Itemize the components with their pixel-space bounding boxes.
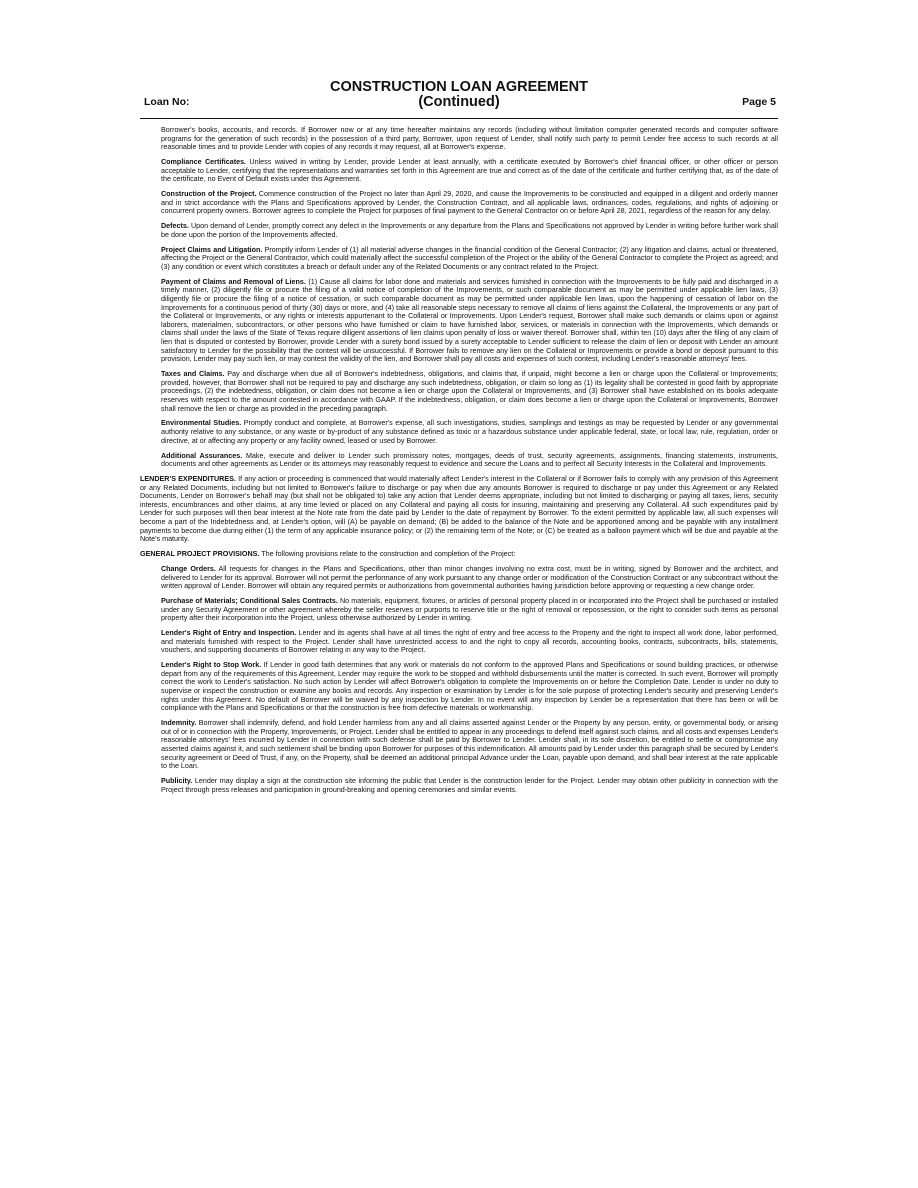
header-divider: [140, 118, 778, 119]
section-lenders-expenditures: [140, 475, 778, 544]
provision-right-to-stop-work: [140, 661, 778, 713]
section-text: If any action or proceeding is commenced that would materially affect Lender's interest in the Collateral or if Borrower fails to comply with any provision of this Agreement or any Related Documents, including but not limited to Borrower's failure to discharge or pay when due any amounts Borrower is required to discharge or pay under this Agreement or any Related Documents, Lender on Borrower's behalf may (but shall not be obligated to) take any action that Lender deems appropriate, including but not limited to discharging or paying all taxes, liens, security interests, encumbrances and other claims, at any time levied or placed on any Collateral and paying all costs for insuring, maintaining and preserving any Collateral. All such expenditures paid by Lender for such purposes will then bear interest at the Note rate from the date paid by Lender to the date of repayment by Borrower. To the extent permitted by applicable law, all such expenses will become a part of the Indebtedness and, at Lender's option, will (A) be payable on demand; (B) be added to the balance of the Note and be apportioned among and be payable with any installment payments to become due during either (1) the term of any applicable insurance policy; or (2) the remaining term of the Note; or (C) be treated as a balloon payment which will be due and payable at the Note's maturity.: [140, 474, 778, 544]
paragraph-compliance-certificates: [140, 158, 778, 184]
section-text: The following provisions relate to the construction and completion of the Project:: [261, 550, 516, 559]
paragraph-additional-assurances: [140, 452, 778, 469]
paragraph-environmental-studies: [140, 419, 778, 445]
paragraph-heading: Environmental Studies.: [161, 419, 242, 428]
paragraph-text: Promptly conduct and complete, at Borrower's expense, all such investigations, studies, samplings and testings as may be requested by Lender or any governmental authority relative to any substance, or any waste or by-product of any substance defined as toxic or a hazardous substance under applicable federal, state, or local law, rule, regulation, order or directive, at or affecting any property or any facility owned, leased or used by Borrower.: [161, 419, 778, 445]
provision-publicity: [140, 777, 778, 794]
provision-indemnity: [140, 719, 778, 771]
paragraph-text: Unless waived in writing by Lender, provide Lender at least annually, with a certificate executed by Borrower's chief financial officer, or other officer or person acceptable to Lender, certifying that the representations and warranties set forth in this Agreement are true and correct as of the date of the certificate and further certifying that, as of the date of the certificate, no Event of Default exists under this Agreement.: [161, 158, 779, 184]
provision-text: Lender and its agents shall have at all times the right of entry and free access to the Property and the right to inspect all work done, labor performed, and materials furnished with respect to the Project. Lender shall have unrestricted access to and the right to copy all records, accounting books, contracts, subcontracts, bills, statements, vouchers, and supporting documents of Borrower relating in any way to the Project.: [161, 629, 779, 655]
provision-heading: Lender's Right of Entry and Inspection.: [161, 629, 297, 638]
paragraph-heading: Project Claims and Litigation.: [161, 245, 263, 254]
paragraph-heading: Defects.: [161, 222, 189, 231]
paragraph-text: Upon demand of Lender, promptly correct any defect in the Improvements or any departure from the Plans and Specifications not approved by Lender in writing before further work shall be done upon the portion of the Improvements affected.: [161, 222, 778, 239]
paragraph-taxes-and-claims: [140, 370, 778, 413]
paragraph-heading: Compliance Certificates.: [161, 158, 247, 167]
loan-no-label: Loan No:: [144, 96, 190, 108]
paragraph-project-claims: [140, 246, 778, 272]
section-heading: GENERAL PROJECT PROVISIONS.: [140, 550, 260, 559]
paragraph-text: Promptly inform Lender of (1) all material adverse changes in the financial condition of the General Contractor; (2) any litigation and claims, actual or threatened, affecting the Project or the General Contractor, which could materially affect the successful completion of the Project or the ability of the General Contractor to complete the Project as agreed; and (3) any condition or event which constitutes a breach or default under any of the Related Documents or any contract related to the Project.: [161, 245, 779, 271]
paragraph-payment-of-claims: [140, 278, 778, 364]
paragraph-text: (1) Cause all claims for labor done and materials and services furnished in connection with the Improvements to be fully paid and discharged in a timely manner, (2) diligently file or procure the filing of a valid notice of completion of the Improvements, or such comparable document as may be permitted under applicable lien laws, (3) diligently file or procure the filing of a notice of cessation, or such comparable document as may be permitted under applicable lien laws, upon the happening of cessation of labor on the Improvements for a continuous period of thirty (30) days or more, and (4) take all reasonable steps necessary to remove all claims of liens against the Collateral, the Improvements or any part of the Collateral or Improvements, or any rights or interests appurtenant to the Collateral or Improvements. Upon Lender's request, Borrower shall make such demands or claims upon or against laborers, materialmen, subcontractors, or other persons who have furnished or claim to have furnished labor, services, or materials in connection with the Improvements, which demands or claims shall under the laws of the State of Texas require diligent assertions of lien claims upon penalty of loss or waiver thereof. Borrower shall, within ten (10) days after the filing of any claim of lien that is disputed or contested by Borrower, provide Lender with a surety bond issued by a surety acceptable to Lender sufficient to release the claim of lien or deposit with Lender an amount satisfactory to Lender for the possibility that the contest will be unsuccessful. If Borrower fails to remove any lien on the Collateral or Improvements or provide a bond or deposit pursuant to this provision, Lender may pay such lien, or may contest the validity of the lien, and Borrower shall pay all costs and expenses of such contest, including Lender's reasonable attorneys' fees.: [161, 277, 779, 364]
paragraph-text: Commence construction of the Project no later than April 29, 2020, and cause the Improvements to be constructed and equipped in a diligent and orderly manner and in strict accordance with the Plans and Specifications approved by Lender, the Construction Contract, and all applicable laws, ordinances, codes, regulations, and rights of adjoining or concurrent property owners. Borrower agrees to complete the Project for purposes of final payment to the General Contractor on or before April 28, 2021, regardless of the reason for any delay.: [161, 190, 778, 216]
paragraph-heading: Taxes and Claims.: [161, 370, 225, 379]
provision-text: If Lender in good faith determines that any work or materials do not conform to the approved Plans and Specifications or sound building practices, or otherwise depart from any of the requirements of this Agreement, Lender may require the work to be stopped and withhold disbursements until the matter is corrected. In such event, Borrower will promptly correct the work to Lender's satisfaction. No such action by Lender will affect Borrower's obligation to complete the Improvements on or before the Completion Date. Lender is under no duty to supervise or inspect the construction or examine any books and records. Any inspection or examination by Lender is for the sole purpose of protecting Lender's security and preserving Lender's rights under this Agreement. No default of Borrower will be waived by any inspection by Lender. In no event will any inspection by Lender be a representation that there has been or will be compliance with the Plans and Specifications or that the construction is free from defective materials or workmanship.: [161, 661, 778, 713]
paragraph-text: Borrower's books, accounts, and records. If Borrower now or at any time hereafter maintains any records (including without limitation computer generated records and computer software programs for the generation of such records) in the possession of a third party, Borrower, upon request of Lender, shall notify such party to permit Lender free access to such records at all reasonable times and to provide Lender with copies of any records it may request, all at Borrower's expense.: [161, 126, 778, 152]
paragraph-heading: Additional Assurances.: [161, 451, 243, 460]
page-number: Page 5: [742, 96, 776, 108]
section-heading: LENDER'S EXPENDITURES.: [140, 474, 236, 483]
provision-text: No materials, equipment, fixtures, or articles of personal property placed in or incorporated into the Project shall be purchased or installed under any Security Agreement or other agreement whereby the seller reserves or purports to reserve title or the right of removal or repossession, or the right to consider such items as personal property after their incorporation into the Project, unless otherwise authorized by Lender in writing.: [161, 597, 779, 623]
provision-heading: Lender's Right to Stop Work.: [161, 661, 262, 670]
provision-heading: Change Orders.: [161, 564, 216, 573]
document-body: [140, 126, 778, 800]
provision-change-orders: [140, 565, 778, 591]
paragraph-heading: Payment of Claims and Removal of Liens.: [161, 277, 306, 286]
provision-text: Lender may display a sign at the construction site informing the public that Lender is the construction lender for the Project. Lender may obtain other publicity in connection with the Project through press releases and participation in ground-breaking and opening ceremonies and similar events.: [161, 777, 778, 794]
provision-purchase-of-materials: [140, 597, 778, 623]
provision-text: Borrower shall indemnify, defend, and hold Lender harmless from any and all claims asserted against Lender or the Property by any person, entity, or governmental body, or arising out of or in connection with the Property, Improvements, or Project. Lender shall be entitled to appear in any proceedings to defend itself against such claims, and all costs and expenses Lender's reasonable attorneys' fees incurred by Lender in connection with such defense shall be paid by Borrower to Lender. Lender shall, in its sole discretion, be entitled to settle or compromise any asserted claims against it, and such settlement shall be binding upon Borrower for purposes of this indemnification. All amounts paid by Lender under this paragraph shall be secured by Lender's security agreement or Deed of Trust, if any, on the Property, shall be deemed an additional principal Advance under the Loan, payable upon demand, and shall bear interest at the rate applicable to the Loan.: [161, 719, 778, 771]
provision-right-of-entry: [140, 629, 778, 655]
paragraph-defects: [140, 222, 778, 239]
provision-heading: Purchase of Materials; Conditional Sales Contracts.: [161, 597, 338, 605]
provision-text: All requests for changes in the Plans and Specifications, other than minor changes involving no extra cost, must be in writing, signed by Borrower and the architect, and delivered to Lender for its approval. Borrower will not permit the performance of any work pursuant to any change order or modification of the Construction Contract or any subcontract without the written approval of Lender. Borrower will obtain any required permits or authorizations from governmental authorities having jurisdiction before approving or requesting a new change order.: [161, 564, 778, 591]
document-subtitle: (Continued): [418, 94, 500, 110]
document-title: CONSTRUCTION LOAN AGREEMENT: [329, 79, 589, 95]
provision-heading: Indemnity.: [161, 719, 197, 728]
section-general-project-provisions: [140, 550, 778, 559]
provision-heading: Publicity.: [161, 777, 193, 785]
paragraph-construction-of-project: [140, 190, 778, 216]
paragraph-heading: Construction of the Project.: [161, 190, 257, 199]
paragraph-text: Make, execute and deliver to Lender such promissory notes, mortgages, deeds of trust, security agreements, assignments, financing statements, instruments, documents and other agreements as Lender or its attorneys may reasonably request to evidence and secure the Loans and to perfect all Security Interests in the Collateral and Improvements.: [161, 451, 778, 469]
paragraph-books-records: [140, 126, 778, 152]
paragraph-text: Pay and discharge when due all of Borrower's indebtedness, obligations, and claims that, if unpaid, might become a lien or charge upon the Collateral or Improvements; provided, however, that Borrower shall not be required to pay and discharge any such indebtedness, obligation, or claim so long as (1) its legality shall be contested in good faith by appropriate proceedings, (2) the indebtedness, obligation, or claim does not become a lien or charge upon the Collateral or Improvements, and (3) Borrower shall have established on its books adequate reserves with respect to the amount contested in accordance with GAAP. If the indebtedness, obligation, or claim does become a lien or charge upon the Collateral or Improvements, Borrower shall remove the lien or charge as provided in the preceding paragraph.: [161, 370, 779, 413]
